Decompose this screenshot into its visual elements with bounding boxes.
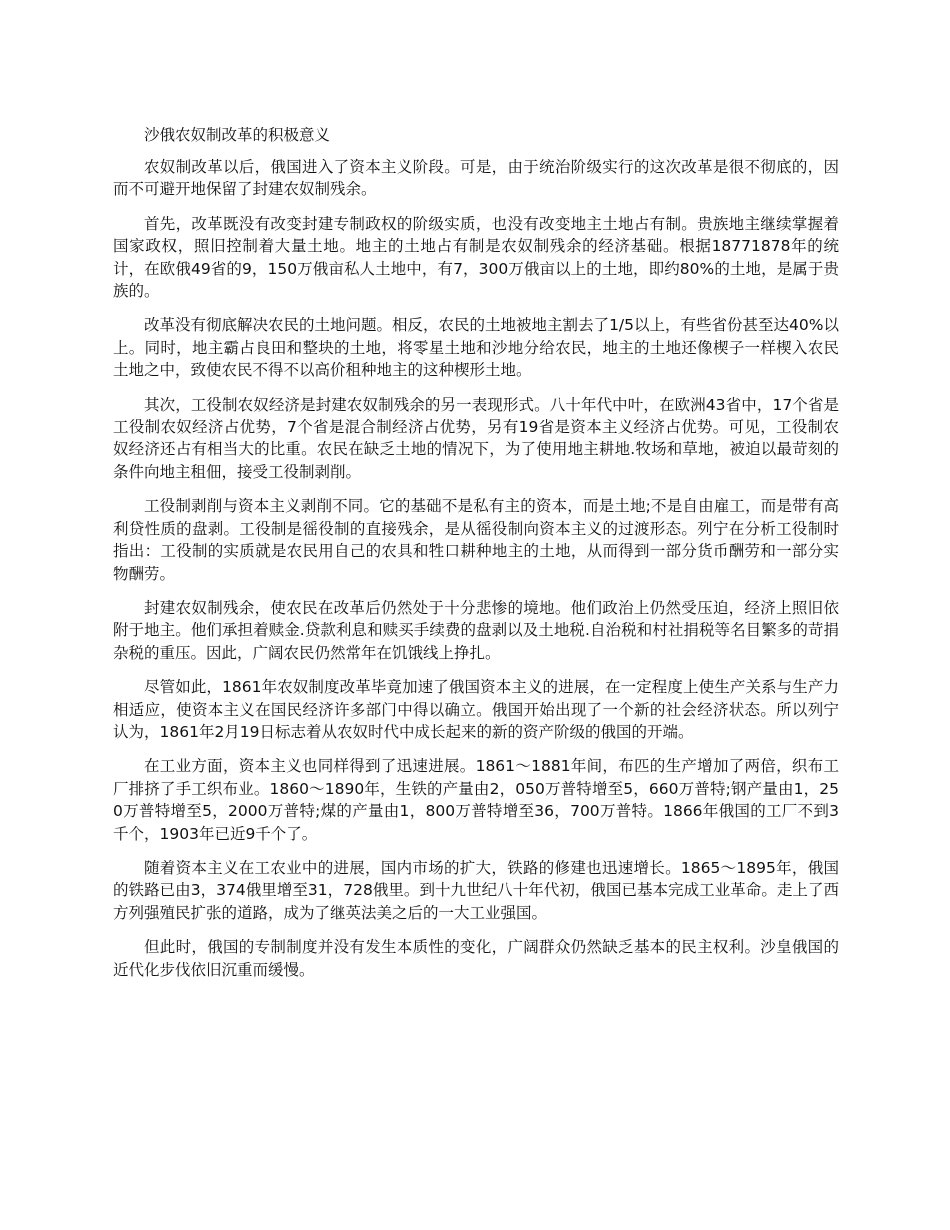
paragraph-4: 其次，工役制农奴经济是封建农奴制残余的另一表现形式。八十年代中叶，在欧洲43省中，17个省是工役制农奴经济占优势，7个省是混合制经济占优势，另有19省是资本主义经济占优势。可见，工役制农奴经济还占有相当大的比重。农民在缺乏土地的情况下，为了使用地主耕地.牧场和草地，被迫以最苛刻的条件向地主租佃，接受工役制剥削。 xyxy=(113,395,839,481)
paragraph-7: 尽管如此，1861年农奴制度改革毕竟加速了俄国资本主义的进展，在一定程度上使生产关系与生产力相适应，使资本主义在国民经济许多部门中得以确立。俄国开始出现了一个新的社会经济状态。所以列宁认为，1861年2月19日标志着从农奴时代中成长起来的新的资产阶级的俄国的开端。 xyxy=(113,678,839,741)
paragraph-10: 但此时，俄国的专制制度并没有发生本质性的变化，广阔群众仍然缺乏基本的民主权利。沙皇俄国的近代化步伐依旧沉重而缓慢。 xyxy=(113,938,839,979)
paragraph-9: 随着资本主义在工农业中的进展，国内市场的扩大，铁路的修建也迅速增长。1865～1895年，俄国的铁路已由3，374俄里增至31，728俄里。到十九世纪八十年代初，俄国已基本完成工业革命。走上了西方列强殖民扩张的道路，成为了继英法美之后的一大工业强国。 xyxy=(113,858,839,922)
paragraph-6: 封建农奴制残余，使农民在改革后仍然处于十分悲惨的境地。他们政治上仍然受压迫，经济上照旧依附于地主。他们承担着赎金.贷款利息和赎买手续费的盘剥以及土地税.自治税和村社捐税等名目繁多的苛捐杂税的重压。因此，广阔农民仍然常年在饥饿线上挣扎。 xyxy=(113,598,839,662)
paragraph-5: 工役制剥削与资本主义剥削不同。它的基础不是私有主的资本，而是土地;不是自由雇工，而是带有高利贷性质的盘剥。工役制是徭役制的直接残余，是从徭役制向资本主义的过渡形态。列宁在分析工役制时指出：工役制的实质就是农民用自己的农具和牲口耕种地主的土地，从而得到一部分货币酬劳和一部分实物酬劳。 xyxy=(113,497,839,583)
document-page xyxy=(113,124,839,993)
paragraph-1: 农奴制改革以后，俄国进入了资本主义阶段。可是，由于统治阶级实行的这次改革是很不彻底的，因而不可避开地保留了封建农奴制残余。 xyxy=(113,158,839,199)
document-title: 沙俄农奴制改革的积极意义 xyxy=(144,126,331,144)
paragraph-3: 改革没有彻底解决农民的土地问题。相反，农民的土地被地主割去了1/5以上，有些省份甚至达40%以上。同时，地主霸占良田和整块的土地，将零星土地和沙地分给农民，地主的土地还像楔子一样楔入农民土地之中，致使农民不得不以高价租种地主的这种楔形土地。 xyxy=(113,316,839,380)
paragraph-8: 在工业方面，资本主义也同样得到了迅速进展。1861～1881年间，布匹的生产增加了两倍，织布工厂排挤了手工织布业。1860～1890年，生铁的产量由2，050万普特增至5，660万普特;钢产量由1，250万普特增至5，2000万普特;煤的产量由1，800万普特增至36，700万普特。1866年俄国的工厂不到3千个，1903年已近9千个了。 xyxy=(113,757,839,843)
paragraph-2: 首先，改革既没有改变封建专制政权的阶级实质，也没有改变地主土地占有制。贵族地主继续掌握着国家政权，照旧控制着大量土地。地主的土地占有制是农奴制残余的经济基础。根据18771878年的统计，在欧俄49省的9，150万俄亩私人土地中，有7，300万俄亩以上的土地，即约80%的土地，是属于贵族的。 xyxy=(113,214,839,301)
